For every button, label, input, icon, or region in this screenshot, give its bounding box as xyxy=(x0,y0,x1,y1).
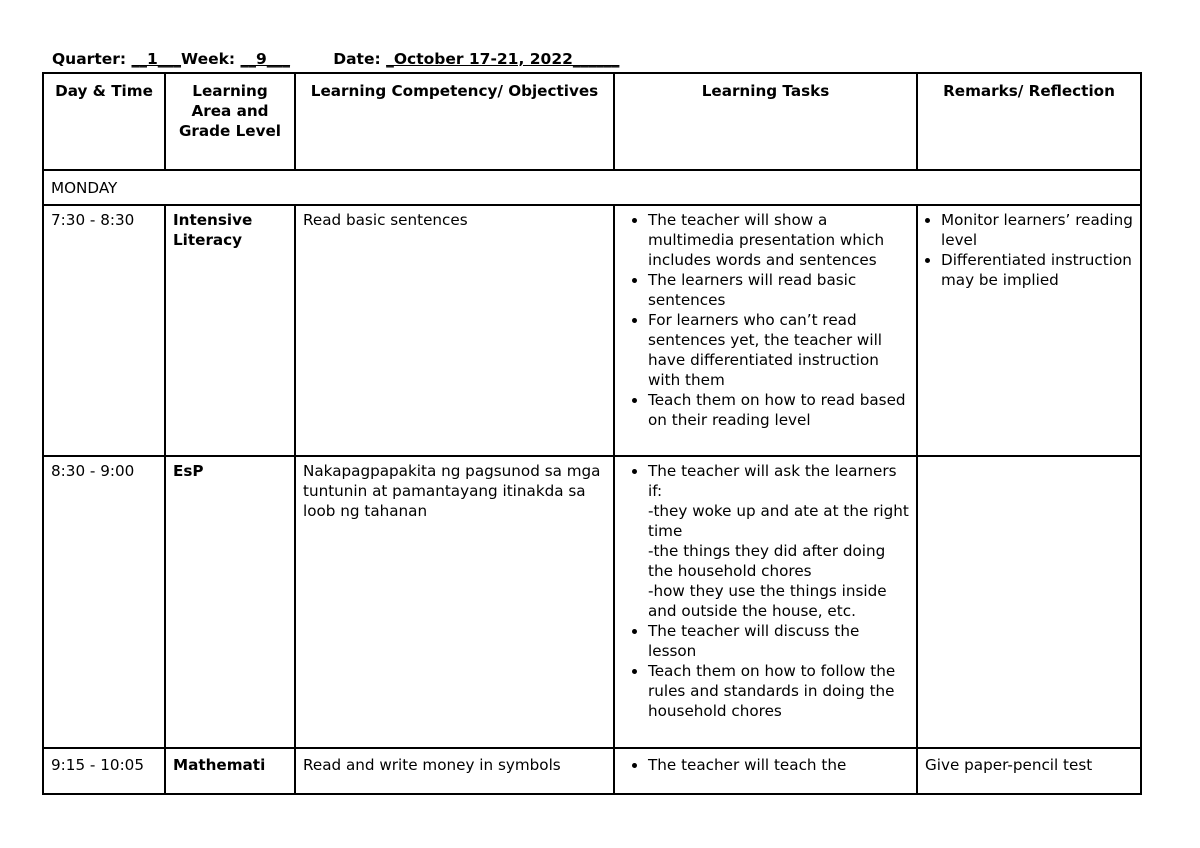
week-value: __9___ xyxy=(240,50,291,68)
col-header-tasks: Learning Tasks xyxy=(614,73,917,170)
row-time: 7:30 - 8:30 xyxy=(43,205,165,456)
row-competency: Read basic sentences xyxy=(295,205,614,456)
row-learning-area: Mathemati xyxy=(165,748,295,794)
col-header-learning-area: Learning Area and Grade Level xyxy=(165,73,295,170)
date-label: Date: xyxy=(333,50,387,68)
task-item: • For learners who can’t read sentences yet, the teacher will have differentiated instruction with them xyxy=(648,310,909,390)
task-list xyxy=(622,755,909,775)
task-item: • The teacher will teach the xyxy=(648,755,909,775)
date-value: _October 17-21, 2022______ xyxy=(386,50,620,68)
col-header-day-time: Day & Time xyxy=(43,73,165,170)
row-tasks xyxy=(614,205,917,456)
task-item: • The teacher will discuss the lesson xyxy=(648,621,909,661)
row-remarks: Give paper-pencil test xyxy=(917,748,1141,794)
row-learning-area: Intensive Literacy xyxy=(165,205,295,456)
header-row xyxy=(43,73,1141,170)
task-list xyxy=(622,210,909,430)
col-header-remarks: Remarks/ Reflection xyxy=(917,73,1141,170)
row-time: 9:15 - 10:05 xyxy=(43,748,165,794)
row-competency: Nakapagpapakita ng pagsunod sa mga tuntunin at pamantayang itinakda sa loob ng tahanan xyxy=(295,456,614,748)
day-row xyxy=(43,170,1141,205)
row-competency: Read and write money in symbols xyxy=(295,748,614,794)
remarks-list xyxy=(925,210,1133,290)
task-item: • The teacher will show a multimedia presentation which includes words and sentences xyxy=(648,210,909,270)
task-text: The teacher will ask the learners if: xyxy=(648,462,897,500)
row-learning-area: EsP xyxy=(165,456,295,748)
task-subitem: -the things they did after doing the household chores xyxy=(648,542,886,580)
row-tasks xyxy=(614,748,917,794)
task-item: • The learners will read basic sentences xyxy=(648,270,909,310)
row-remarks xyxy=(917,205,1141,456)
week-label: Week: xyxy=(181,50,241,68)
task-item xyxy=(648,461,909,621)
table-row xyxy=(43,748,1141,794)
table-row xyxy=(43,205,1141,456)
task-list xyxy=(622,461,909,721)
quarter-value: __1___ xyxy=(131,50,182,68)
col-header-competency: Learning Competency/ Objectives xyxy=(295,73,614,170)
table-row xyxy=(43,456,1141,748)
task-item: • Teach them on how to follow the rules and standards in doing the household chores xyxy=(648,661,909,721)
remark-item: • Differentiated instruction may be implied xyxy=(941,250,1133,290)
lesson-plan-table xyxy=(42,72,1142,795)
row-tasks xyxy=(614,456,917,748)
task-item: • Teach them on how to read based on their reading level xyxy=(648,390,909,430)
day-label: MONDAY xyxy=(43,170,1141,205)
row-remarks xyxy=(917,456,1141,748)
quarter-label: Quarter: xyxy=(52,50,132,68)
task-subitem: -how they use the things inside and outside the house, etc. xyxy=(648,582,887,620)
task-subitem: -they woke up and ate at the right time xyxy=(648,502,909,540)
row-time: 8:30 - 9:00 xyxy=(43,456,165,748)
plan-header xyxy=(52,50,619,68)
remark-item: • Monitor learners’ reading level xyxy=(941,210,1133,250)
